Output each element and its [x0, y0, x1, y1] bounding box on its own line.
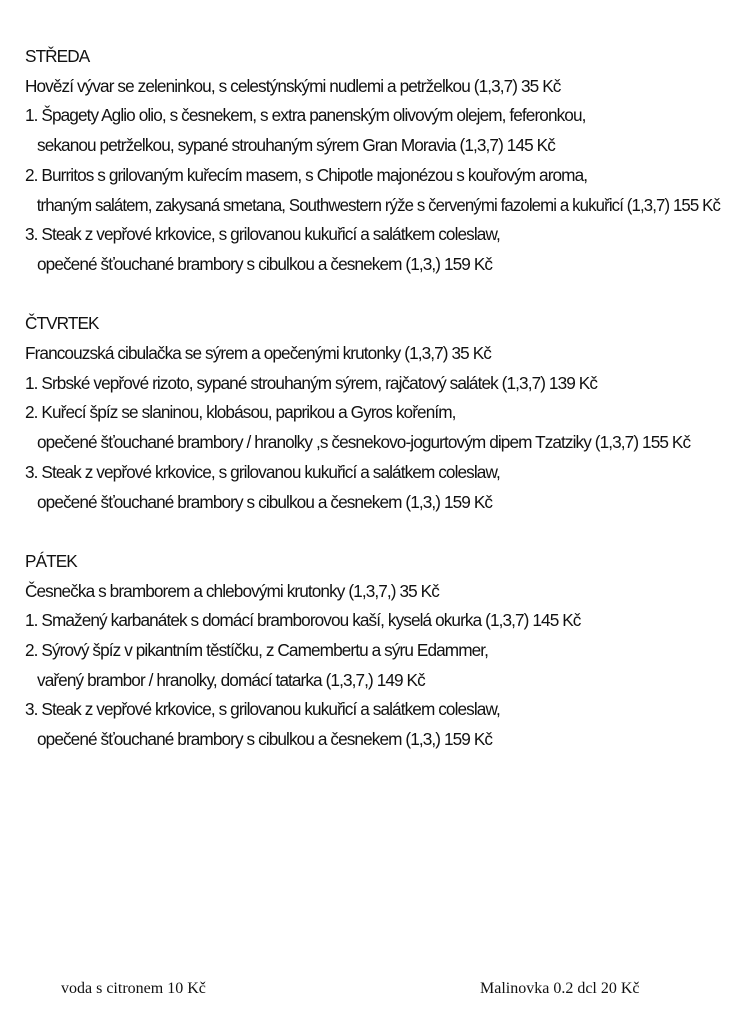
lunch-menu	[25, 42, 730, 785]
dish-line-continued: opečené šťouchané brambory s cibulkou a česnekem (1,3,) 159 Kč	[37, 253, 493, 274]
day-title: PÁTEK	[25, 550, 77, 571]
dish-line: 1. Smažený karbanátek s domácí bramborovou kaší, kyselá okurka (1,3,7) 145 Kč	[25, 610, 581, 631]
dish-item	[25, 636, 730, 695]
dish-line: 3. Steak z vepřové krkovice, s grilovanou kukuřicí a salátkem coleslaw,	[25, 699, 500, 720]
dish-line: 3. Steak z vepřové krkovice, s grilovanou kukuřicí a salátkem coleslaw,	[25, 224, 500, 245]
dish-item	[25, 101, 730, 160]
dish-line-continued: opečené šťouchané brambory s cibulkou a česnekem (1,3,) 159 Kč	[37, 729, 493, 750]
dish-item	[25, 606, 730, 636]
day-section-wednesday	[25, 42, 730, 280]
soup-item: Česnečka s bramborem a chlebovými krutonky (1,3,7,) 35 Kč	[25, 580, 439, 601]
day-title: STŘEDA	[25, 46, 90, 66]
dish-line-continued: vařený brambor / hranolky, domácí tatarka (1,3,7,) 149 Kč	[37, 669, 425, 690]
dish-line-continued: opečené šťouchané brambory / hranolky ,s česnekovo-jogurtovým dipem Tzatziky (1,3,7) 155 Kč	[37, 432, 691, 453]
dish-line: 2. Kuřecí špíz se slaninou, klobásou, paprikou a Gyros kořením,	[25, 402, 456, 423]
dish-line: 3. Steak z vepřové krkovice, s grilovanou kukuřicí a salátkem coleslaw,	[25, 461, 500, 482]
dish-line: 1. Srbské vepřové rizoto, sypané strouhaným sýrem, rajčatový salátek (1,3,7) 139 Kč	[25, 372, 598, 393]
dish-item	[25, 458, 730, 517]
day-section-friday	[25, 547, 730, 755]
dish-item	[25, 220, 730, 279]
dish-line-continued: trhaným salátem, zakysaná smetana, Southwestern rýže s červenými fazolemi a kukuřicí (1,3,7) 155 Kč	[36, 194, 721, 215]
footer-drink-left: voda s citronem 10 Kč	[61, 980, 206, 997]
dish-item	[25, 695, 730, 754]
dish-line-continued: sekanou petrželkou, sypané strouhaným sýrem Gran Moravia (1,3,7) 145 Kč	[37, 135, 555, 156]
dish-line: 1. Špagety Aglio olio, s česnekem, s extra panenským olivovým olejem, feferonkou,	[25, 105, 586, 126]
soup-item: Hovězí vývar se zeleninkou, s celestýnskými nudlemi a petrželkou (1,3,7) 35 Kč	[25, 75, 561, 96]
day-title: ČTVRTEK	[25, 313, 99, 334]
dish-item	[25, 398, 730, 457]
day-section-thursday	[25, 309, 730, 517]
dish-line-continued: opečené šťouchané brambory s cibulkou a česnekem (1,3,) 159 Kč	[37, 491, 493, 512]
soup-item: Francouzská cibulačka se sýrem a opečenými krutonky (1,3,7) 35 Kč	[25, 343, 491, 364]
dish-line: 2. Sýrový špíz v pikantním těstíčku, z Camembertu a sýru Edammer,	[25, 640, 489, 661]
dish-item	[25, 161, 730, 220]
dish-line: 2. Burritos s grilovaným kuřecím masem, s Chipotle majonézou s kouřovým aroma,	[25, 164, 588, 185]
footer-drink-right: Malinovka 0.2 dcl 20 Kč	[480, 980, 640, 997]
dish-item	[25, 369, 730, 399]
